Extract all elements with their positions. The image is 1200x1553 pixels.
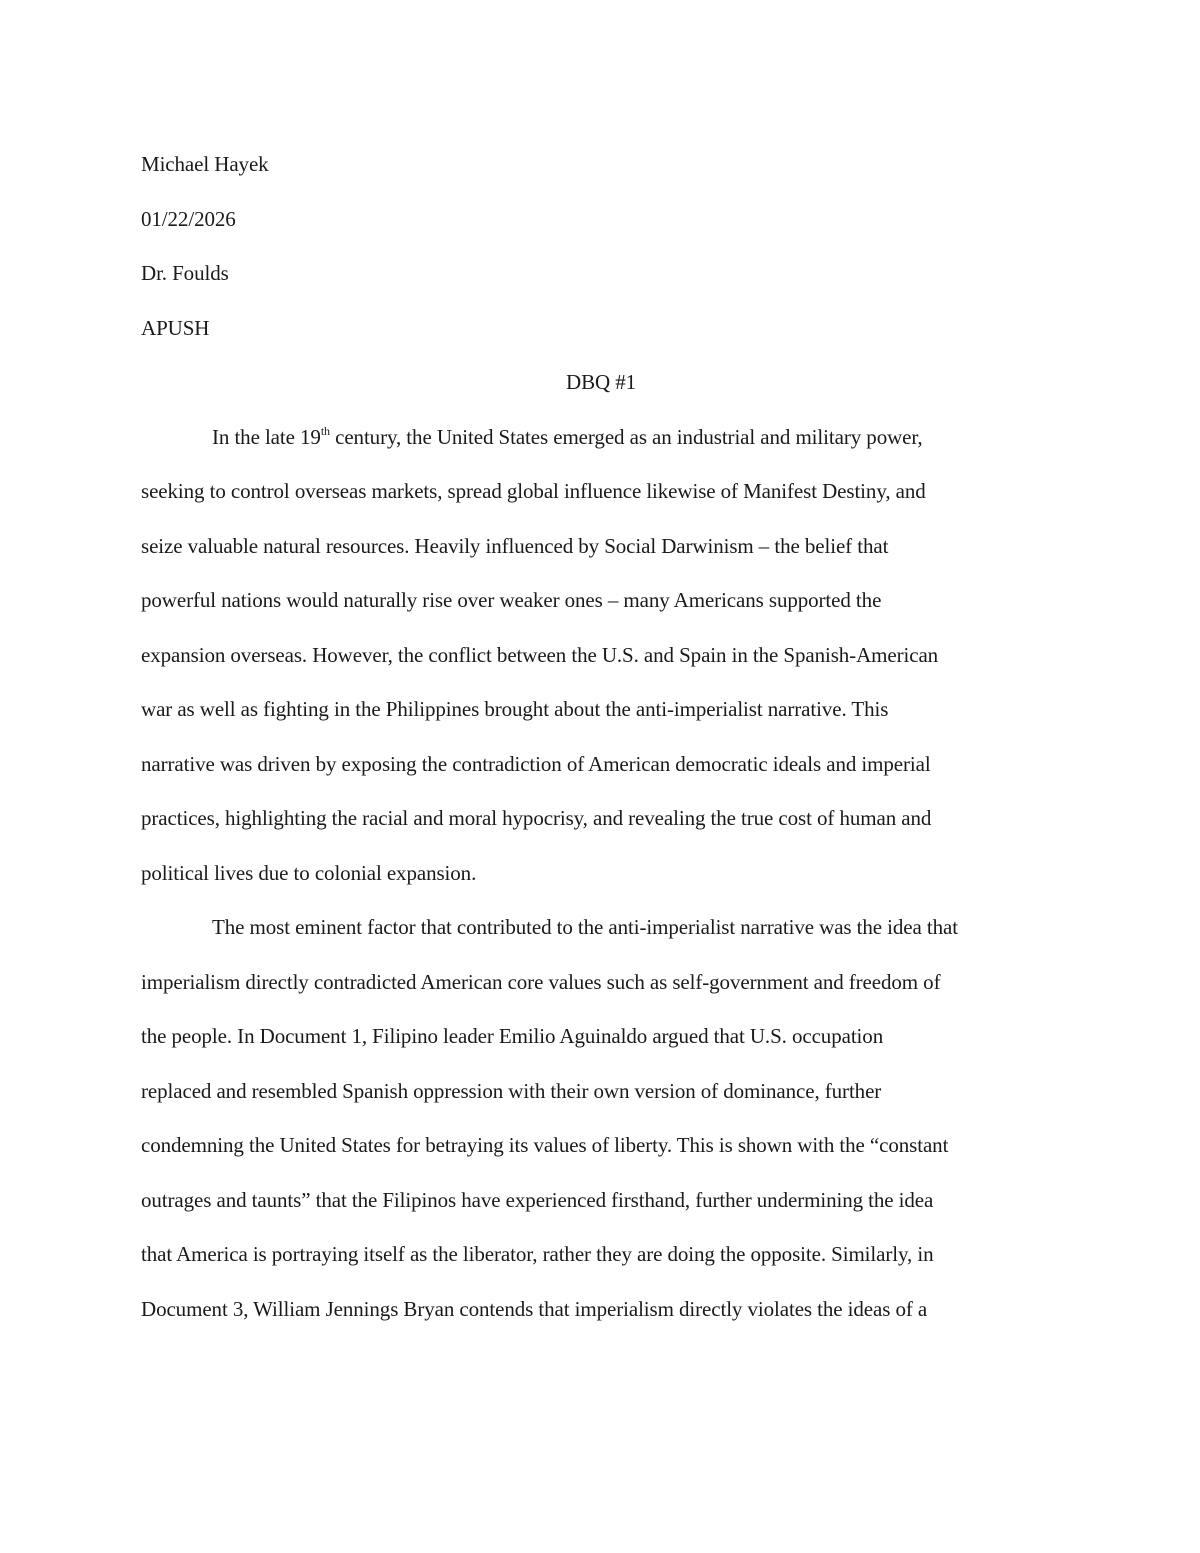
superscript-ordinal: th	[320, 423, 330, 438]
paragraph-line: outrages and taunts” that the Filipinos have experienced firsthand, further undermining the idea	[141, 1187, 934, 1212]
text-run: century, the United States emerged as an industrial and military power,	[329, 424, 923, 449]
paragraph-line: replaced and resembled Spanish oppression with their own version of dominance, further	[141, 1078, 882, 1103]
paragraph-line: the people. In Document 1, Filipino leader Emilio Aguinaldo argued that U.S. occupation	[141, 1024, 884, 1048]
paragraph-line: narrative was driven by exposing the contradiction of American democratic ideals and imperial	[141, 751, 931, 776]
paragraph-line: expansion overseas. However, the conflict between the U.S. and Spain in the Spanish-American	[141, 642, 939, 667]
document-body	[141, 137, 1061, 1336]
teacher-name: Dr. Foulds	[141, 261, 229, 285]
student-name: Michael Hayek	[141, 152, 269, 176]
essay-title: DBQ #1	[566, 370, 636, 394]
paragraph-line: seeking to control overseas markets, spread global influence likewise of Manifest Destiny, and	[141, 479, 926, 503]
text-run: In the late 19	[212, 424, 321, 449]
paragraph-line: seize valuable natural resources. Heavily influenced by Social Darwinism – the belief that	[141, 533, 889, 558]
assignment-date: 01/22/2026	[141, 206, 236, 231]
paragraph-line: Document 3, William Jennings Bryan contends that imperialism directly violates the ideas of a	[141, 1296, 928, 1321]
paragraph-line	[141, 410, 1061, 465]
paragraph-intro	[141, 410, 1061, 901]
paragraph-line: powerful nations would naturally rise over weaker ones – many Americans supported the	[141, 588, 882, 612]
paragraph-line: practices, highlighting the racial and moral hypocrisy, and revealing the true cost of human and	[141, 806, 932, 830]
paragraph-line: condemning the United States for betraying its values of liberty. This is shown with the “constant	[141, 1133, 949, 1157]
course-name: APUSH	[141, 315, 210, 340]
paragraph-line: imperialism directly contradicted American core values such as self-government and freedom of	[141, 969, 941, 994]
paragraph-line: war as well as fighting in the Philippines brought about the anti-imperialist narrative. This	[141, 697, 889, 721]
paragraph-body-1	[141, 900, 1061, 1336]
paragraph-line: that America is portraying itself as the liberator, rather they are doing the opposite. Similarly, in	[141, 1242, 934, 1266]
paragraph-line: political lives due to colonial expansion.	[141, 860, 477, 885]
paragraph-line: The most eminent factor that contributed to the anti-imperialist narrative was the idea that	[212, 915, 958, 939]
